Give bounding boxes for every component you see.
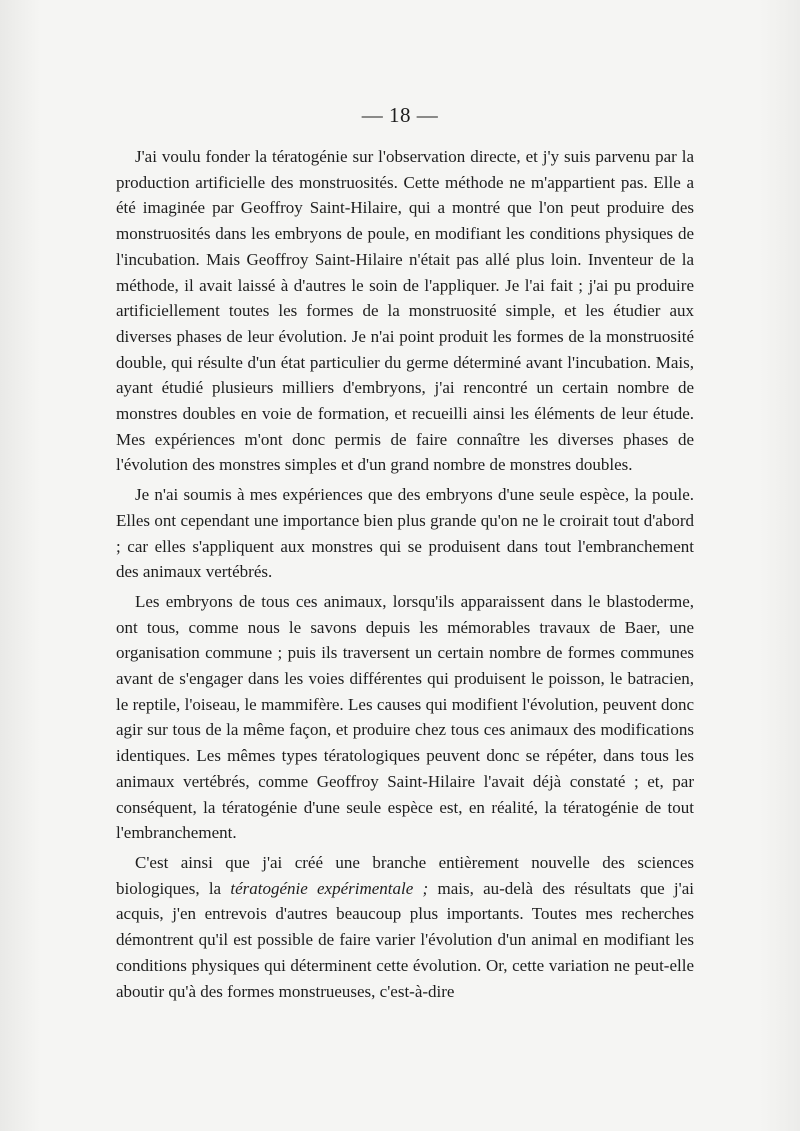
paragraph-4-end: mais, au-delà des résultats que j'ai acquis, j'en entrevois d'autres beaucoup plus importants. Toutes mes recherches démontrent qu'il est possible de faire varier l'évolution d'un animal en modifiant les conditions physiques qui déterminent cette évolution. Or, cette variation ne peut-elle aboutir qu'à des formes monstrueuses, c'est-à-dire (116, 878, 694, 1001)
paragraph-4 (116, 850, 694, 1004)
paragraph-1: J'ai voulu fonder la tératogénie sur l'observation directe, et j'y suis parvenu par la production artificielle des monstruosités. Cette méthode ne m'appartient pas. Elle a été imaginée par Geoffroy Saint-Hilaire, qui a montré que l'on peut produire des monstruosités dans les embryons de poule, en modifiant les conditions physiques de l'incubation. Mais Geoffroy Saint-Hilaire n'était pas allé plus loin. Inventeur de la méthode, il avait laissé à d'autres le soin de l'appliquer. Je l'ai fait ; j'ai pu produire artificiellement toutes les formes de la monstruosité simple, et les étudier aux diverses phases de leur évolution. Je n'ai point produit les formes de la monstruosité double, qui résulte d'un état particulier du germe déterminé avant l'incubation. Mais, ayant étudié plusieurs milliers d'embryons, j'ai rencontré un certain nombre de monstres doubles en voie de formation, et recueilli ainsi les éléments de leur étude. Mes expériences m'ont donc permis de faire connaître les diverses phases de l'évolution des monstres simples et d'un grand nombre de monstres doubles. (116, 147, 694, 475)
paragraph-3: Les embryons de tous ces animaux, lorsqu'ils apparaissent dans le blastoderme, ont tous, comme nous le savons depuis les mémorables travaux de Baer, une organisation commune ; puis ils traversent un certain nombre de formes communes avant de s'engager dans les voies différentes qui produisent le poisson, le batracien, le reptile, l'oiseau, le mammifère. Les causes qui modifient l'évolution, peuvent donc agir sur tous de la même façon, et produire chez tous ces animaux des modifications identiques. Les mêmes types tératologiques peuvent donc se répéter, dans tous les animaux vertébrés, comme Geoffroy Saint-Hilaire l'avait déjà constaté ; et, par conséquent, la tératogénie d'une seule espèce est, en réalité, la tératogénie de tout l'embranchement. (116, 591, 694, 843)
page-number: — 18 — (361, 103, 439, 127)
italic-term: tératogénie expérimentale ; (230, 878, 429, 898)
body-text (116, 144, 694, 1008)
paragraph-4-start: C'est ainsi que j'ai créé une branche entièrement nouvelle des sciences biologiques, la (116, 852, 694, 898)
paragraph-2: Je n'ai soumis à mes expériences que des embryons d'une seule espèce, la poule. Elles ont cependant une importance bien plus grande qu'on ne le croirait tout d'abord ; car elles s'appliquent aux monstres qui se produisent dans tout l'embranchement des animaux vertébrés. (116, 485, 694, 582)
